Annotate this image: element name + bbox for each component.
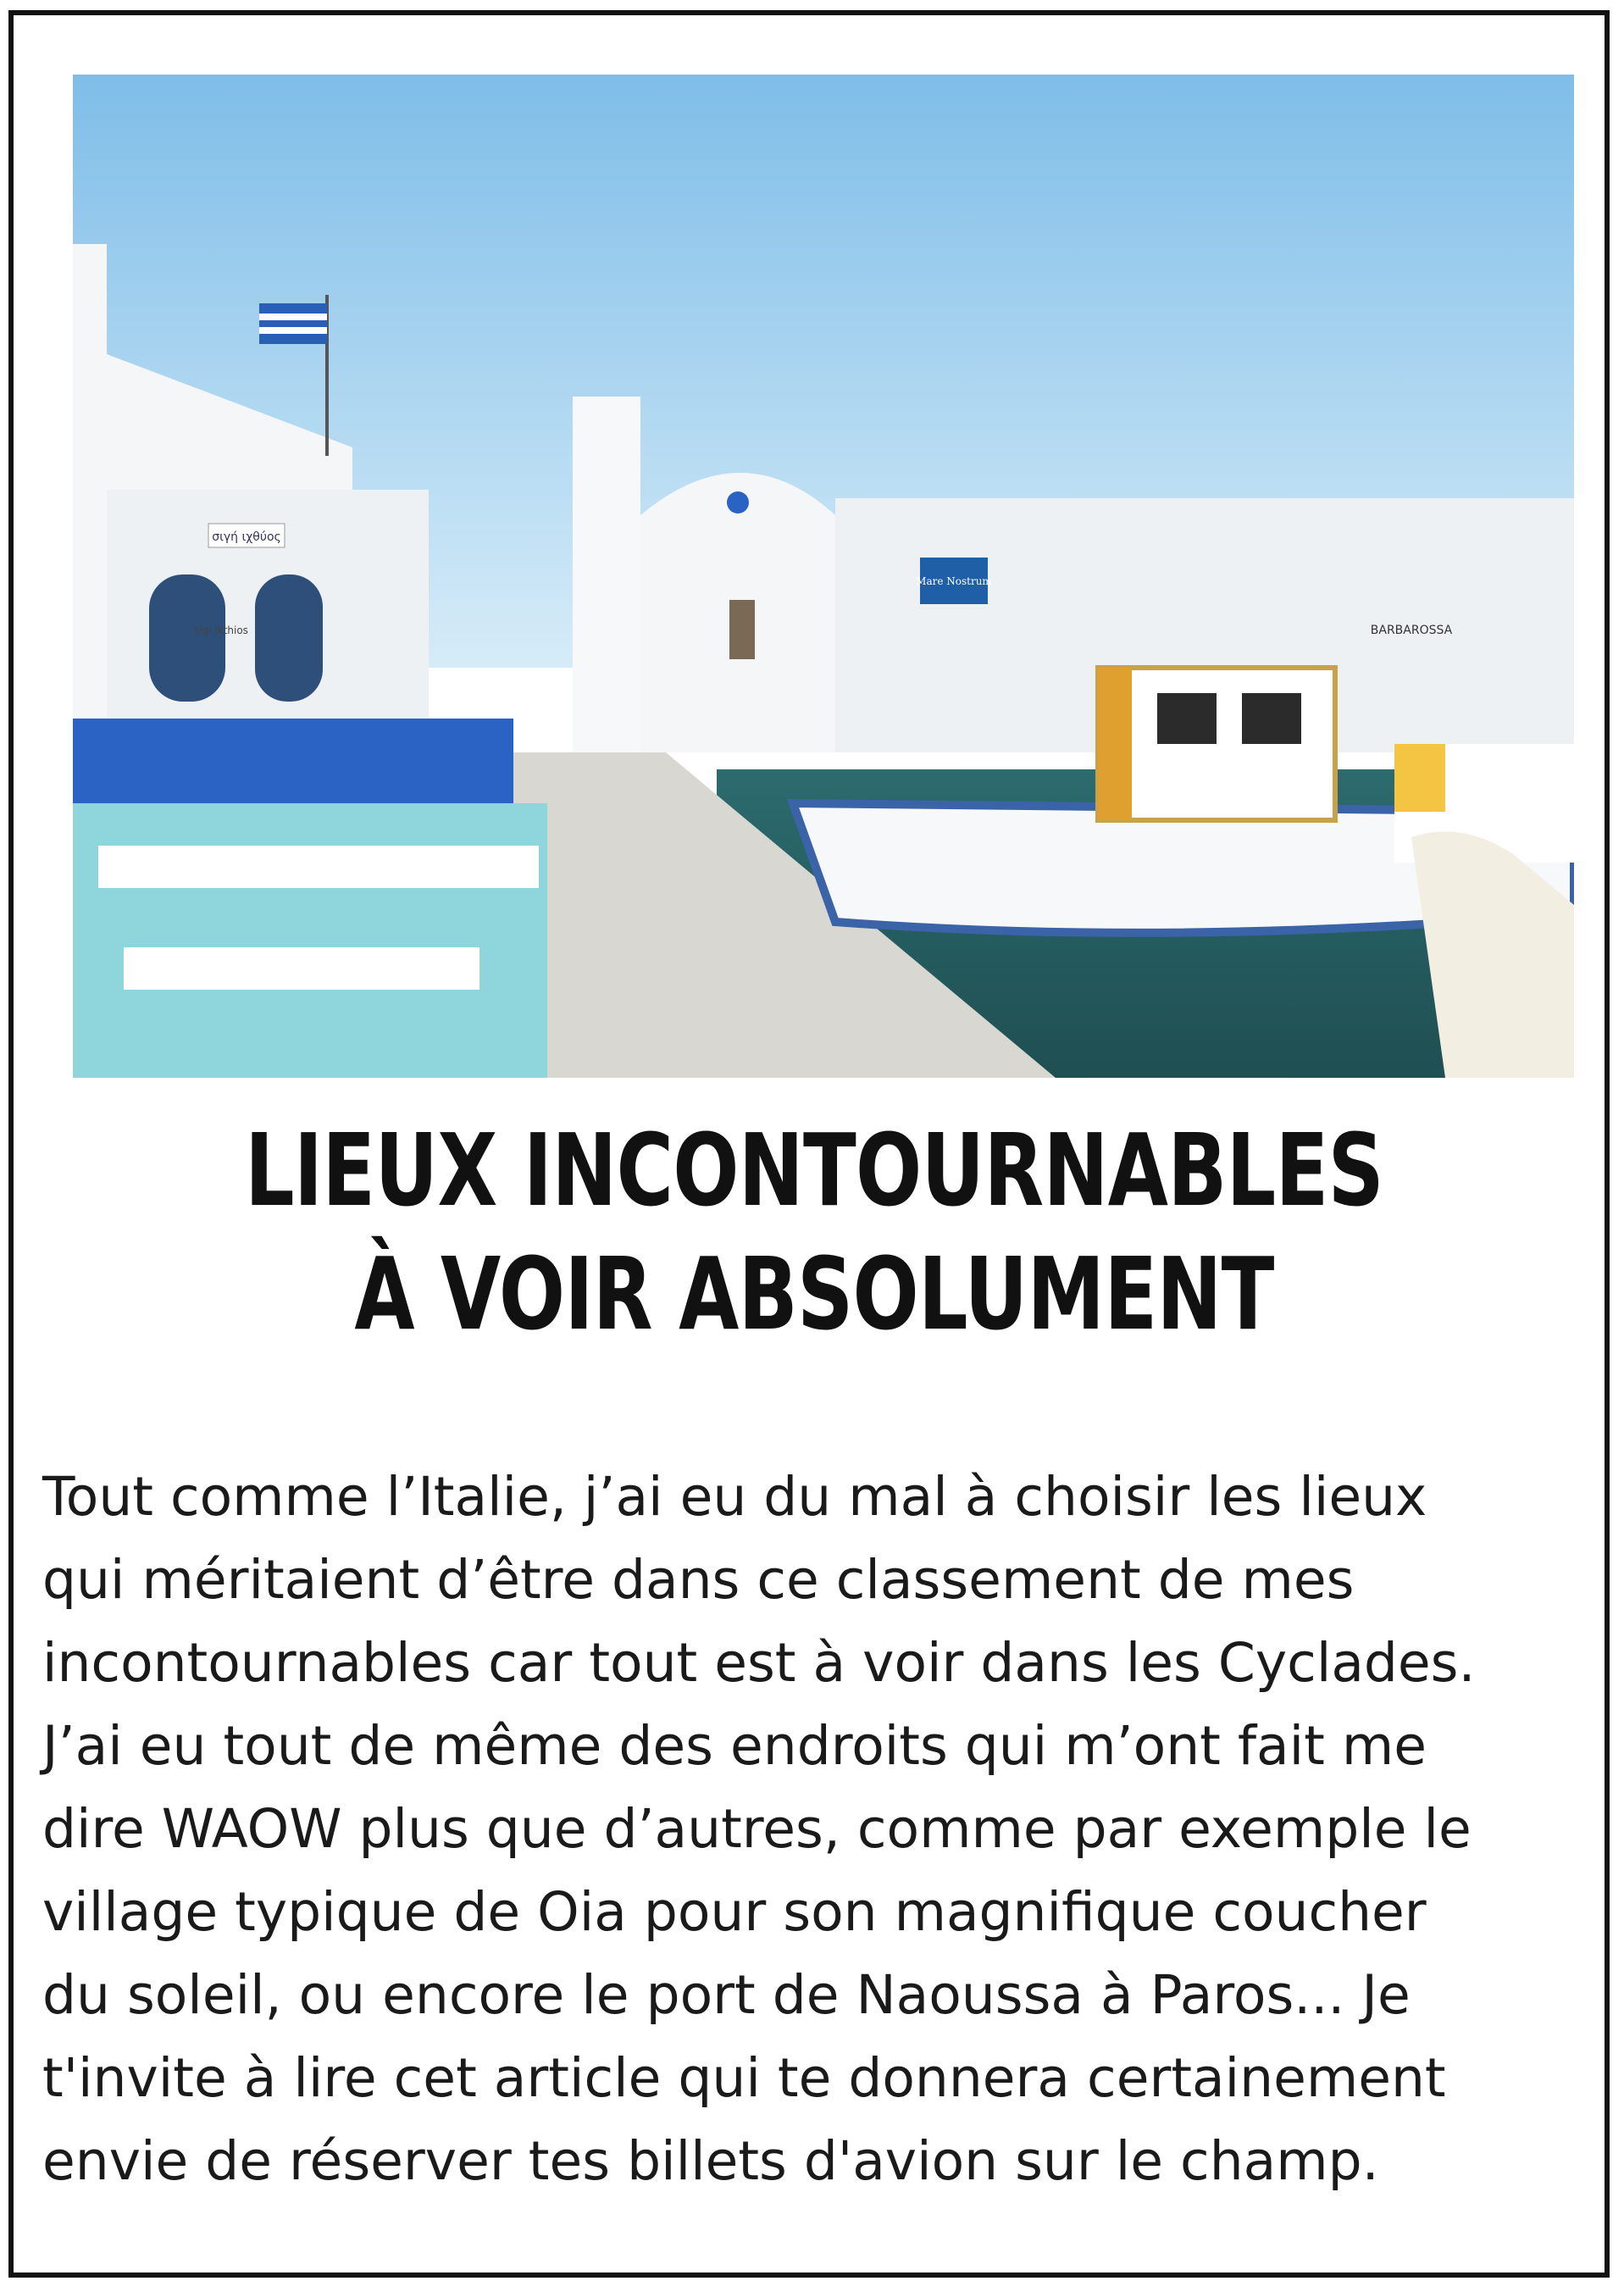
bell-tower [573,397,640,752]
title-line-2: À VOIR ABSOLUMENT [354,1235,1274,1352]
paragraph-line: dire WAOW plus que d’autres, comme par exemple le [42,1798,1472,1860]
greek-flag [259,303,327,344]
boat-window [1157,693,1217,744]
paragraph-line: J’ai eu tout de même des endroits qui m’ont fait me [42,1715,1427,1777]
harbor-photo [73,75,1574,1078]
page-title [190,1108,1438,1356]
paragraph-line: village typique de Oia pour son magnifique coucher [42,1881,1427,1943]
second-boat-panel [1394,744,1445,812]
restaurant-sign-text: Mare Nostrum [916,575,992,587]
flag-stripe [259,314,327,320]
taverna-sign-text: σιγή ιχθύος [212,530,281,544]
paragraph-line: incontournables car tout est à voir dans les Cyclades. [42,1632,1476,1694]
table [98,846,539,888]
paragraph-line: envie de réserver tes billets d'avion sur le champ. [42,2130,1379,2192]
flag-stripe [259,327,327,334]
church-emblem [727,491,749,513]
table [124,947,479,990]
paragraph-line: du soleil, ou encore le port de Naoussa à Paros... Je [42,1964,1411,2026]
aqua-chairs [73,803,547,1078]
harbor-illustration [73,75,1574,1078]
intro-paragraph [42,1456,1593,2203]
taverna-door-text: sigi ikthios [194,624,248,636]
boat-window [1242,693,1301,744]
page-frame [8,10,1610,2278]
taverna-window [149,574,225,702]
title-line-1: LIEUX INCONTOURNABLES [244,1112,1384,1229]
blue-chairs [73,719,513,812]
paragraph-line: qui méritaient d’être dans ce classement de mes [42,1549,1355,1611]
church-door [729,600,755,659]
boat-cabin-door [1098,668,1132,820]
paragraph-line: Tout comme l’Italie, j’ai eu du mal à choisir les lieux [42,1466,1427,1528]
barbarossa-sign-text: BARBAROSSA [1370,624,1453,637]
taverna-window [255,574,323,702]
paragraph-line: t'invite à lire cet article qui te donnera certainement [42,2047,1446,2109]
